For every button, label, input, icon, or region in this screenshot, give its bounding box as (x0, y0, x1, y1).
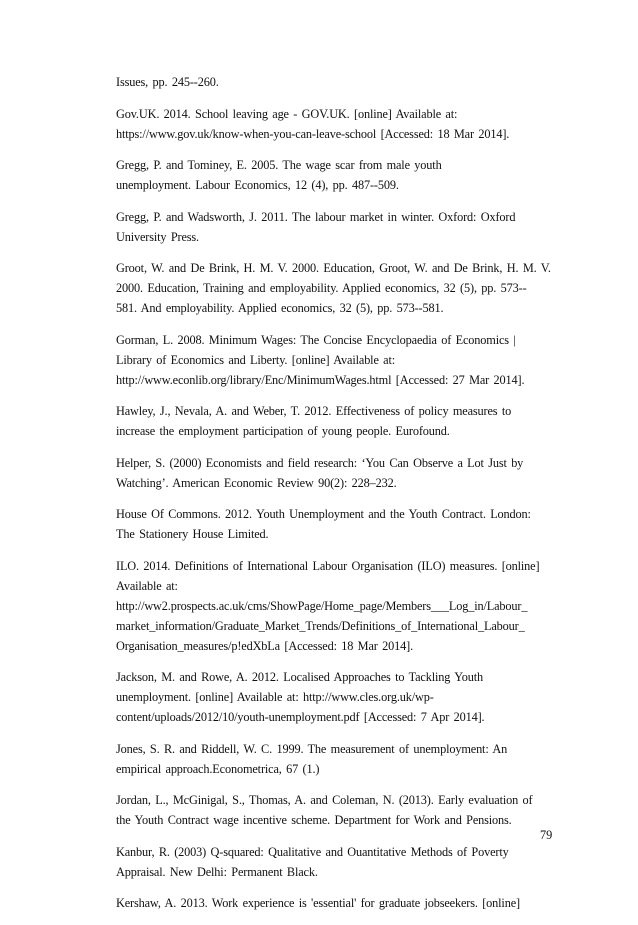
reference-line: Issues, pp. 245--260. (116, 75, 219, 89)
reference-line: Jackson, M. and Rowe, A. 2012. Localised Approaches to Tackling Youth (116, 670, 483, 684)
reference-line: 581. And employability. Applied economics, 32 (5), pp. 573--581. (116, 301, 444, 315)
reference-line: House Of Commons. 2012. Youth Unemployment and the Youth Contract. London: (116, 507, 531, 521)
reference-line: https://www.gov.uk/know-when-you-can-leave-school [Accessed: 18 Mar 2014]. (116, 126, 510, 141)
reference-line: Gregg, P. and Tominey, E. 2005. The wage scar from male youth (116, 158, 442, 172)
reference-line: Hawley, J., Nevala, A. and Weber, T. 2012. Effectiveness of policy measures to (116, 404, 512, 418)
reference-entry (116, 258, 574, 318)
reference-line: Appraisal. New Delhi: Permanent Black. (116, 864, 318, 879)
reference-entry (116, 842, 574, 882)
reference-line: the Youth Contract wage incentive scheme. Department for Work and Pensions. (116, 813, 512, 827)
reference-list (116, 72, 574, 925)
reference-entry (116, 739, 574, 779)
page-number: 79 (540, 828, 553, 842)
reference-line: http://www.econlib.org/library/Enc/MinimumWages.html [Accessed: 27 Mar 2014]. (116, 372, 525, 387)
reference-entry (116, 556, 574, 656)
reference-entry (116, 453, 574, 493)
reference-line: empirical approach.Econometrica, 67 (1.) (116, 761, 320, 776)
reference-line: The Stationery House Limited. (116, 527, 269, 541)
reference-entry (116, 893, 574, 913)
reference-line: 2000. Education, Training and employability. Applied economics, 32 (5), pp. 573-- (116, 281, 527, 295)
reference-line: Available at: (116, 578, 178, 593)
reference-line: University Press. (116, 229, 199, 244)
reference-entry (116, 790, 574, 830)
reference-entry (116, 667, 574, 727)
reference-line: Helper, S. (2000) Economists and field research: ‘You Can Observe a Lot Just by (116, 455, 524, 470)
reference-line: Gov.UK. 2014. School leaving age - GOV.UK. [online] Available at: (116, 106, 458, 121)
reference-entry (116, 330, 574, 390)
reference-line: content/uploads/2012/10/youth-unemployment.pdf [Accessed: 7 Apr 2014]. (116, 710, 485, 724)
reference-line: Organisation_measures/p!edXbLa [Accessed: 18 Mar 2014]. (116, 638, 414, 653)
reference-line: increase the employment participation of young people. Eurofound. (116, 424, 450, 438)
reference-entry (116, 155, 574, 195)
reference-entry (116, 72, 574, 92)
reference-line: Gorman, L. 2008. Minimum Wages: The Concise Encyclopaedia of Economics | (116, 332, 516, 347)
reference-entry (116, 401, 574, 441)
reference-line: Library of Economics and Liberty. [online] Available at: (116, 352, 396, 367)
reference-line: http://ww2.prospects.ac.uk/cms/ShowPage/Home_page/Members___Log_in/Labour_ (116, 598, 528, 613)
reference-line: ILO. 2014. Definitions of International Labour Organisation (ILO) measures. [online] (116, 558, 540, 573)
reference-line: Watching’. American Economic Review 90(2): 228–232. (116, 475, 397, 490)
reference-line: Kershaw, A. 2013. Work experience is 'essential' for graduate jobseekers. [online] (116, 896, 520, 910)
reference-line: Kanbur, R. (2003) Q-squared: Qualitative and Ouantitative Methods of Poverty (116, 844, 509, 859)
reference-line: unemployment. Labour Economics, 12 (4), pp. 487--509. (116, 178, 399, 192)
reference-line: Jones, S. R. and Riddell, W. C. 1999. The measurement of unemployment: An (116, 741, 508, 756)
reference-entry (116, 504, 574, 544)
reference-line: Groot, W. and De Brink, H. M. V. 2000. Education, Groot, W. and De Brink, H. M. V. (116, 261, 551, 275)
reference-line: market_information/Graduate_Market_Trends/Definitions_of_International_Labour_ (116, 618, 525, 633)
reference-line: unemployment. [online] Available at: http://www.cles.org.uk/wp- (116, 690, 434, 704)
reference-line: Gregg, P. and Wadsworth, J. 2011. The labour market in winter. Oxford: Oxford (116, 209, 516, 224)
reference-entry (116, 104, 574, 144)
reference-line: Jordan, L., McGinigal, S., Thomas, A. and Coleman, N. (2013). Early evaluation of (116, 793, 533, 807)
reference-entry (116, 207, 574, 247)
